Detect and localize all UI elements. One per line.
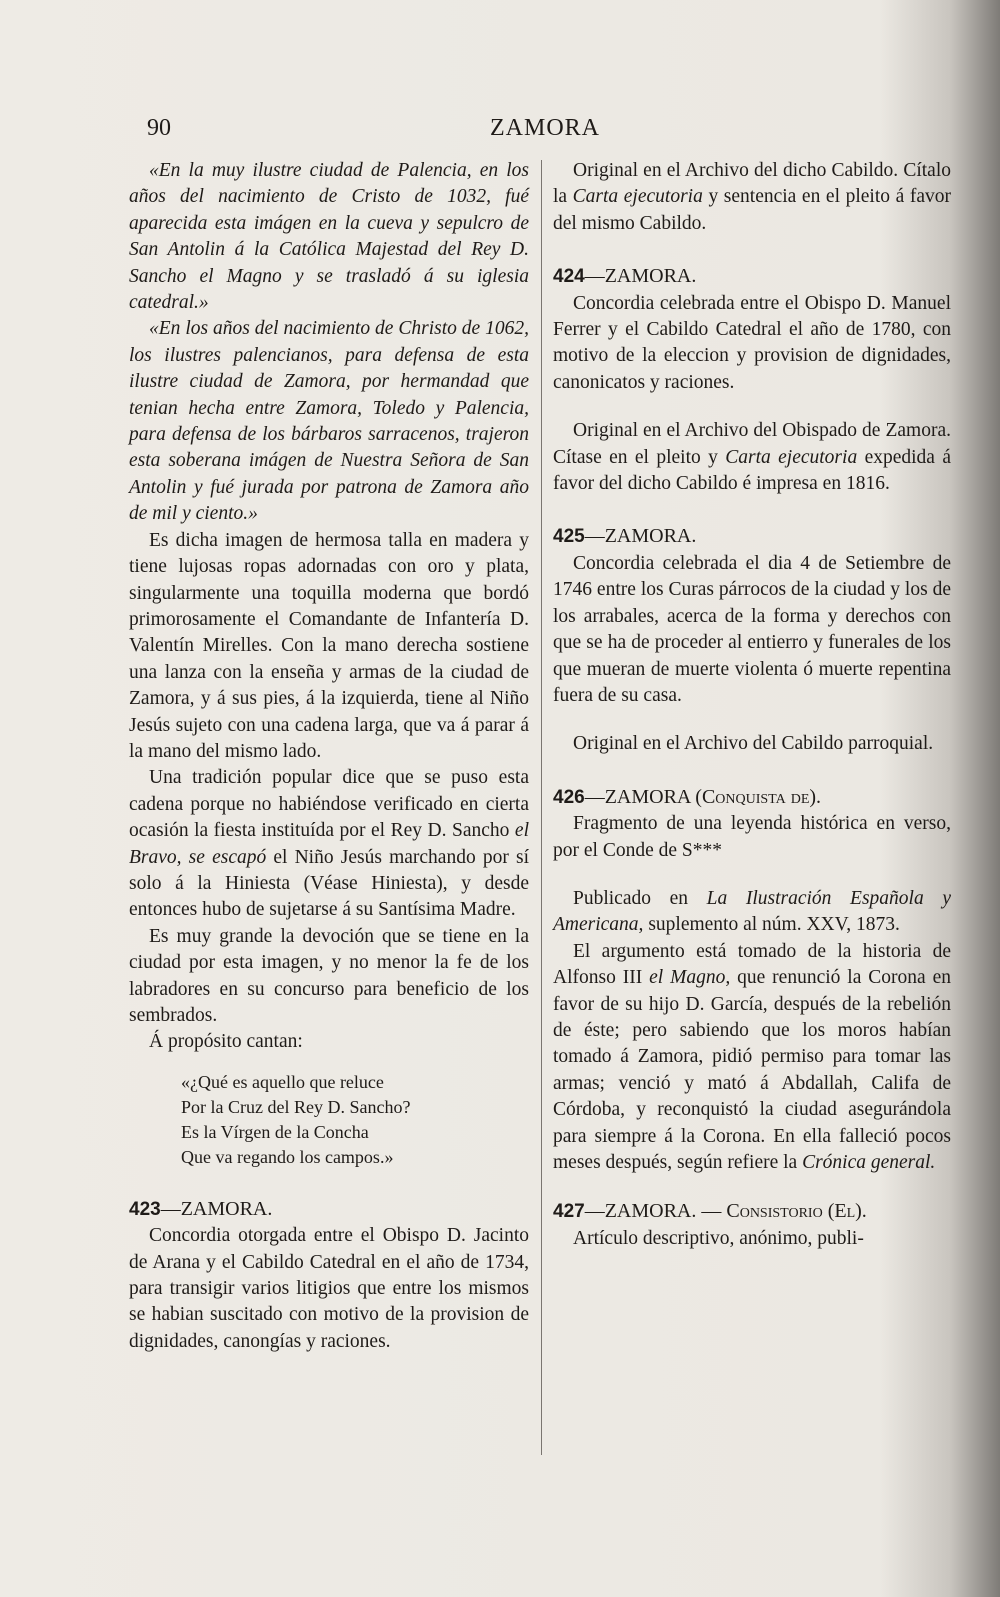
paragraph-devocion: Es muy grande la devoción que se tiene en la ciudad por esta imagen, y no menor la fe de los labradores en su concurso para beneficio de los sembrados. bbox=[129, 925, 529, 1026]
verse-line: Por la Cruz del Rey D. Sancho? bbox=[181, 1096, 411, 1117]
entry-426-publication bbox=[553, 886, 951, 939]
entry-427-heading bbox=[553, 1198, 951, 1225]
entry-number: 427 bbox=[553, 1201, 585, 1223]
pub-text-italic: La Ilustración Española y Americana, bbox=[553, 887, 951, 936]
entry-423-note bbox=[553, 158, 951, 237]
arg-text-a: El argumento está tomado de la historia de Alfonso III bbox=[553, 940, 951, 989]
running-title: ZAMORA bbox=[490, 115, 601, 141]
entry-426-argument bbox=[553, 939, 951, 1177]
paragraph-imagen: Es dicha imagen de hermosa talla en madera y tiene lujosas ropas adornadas con oro y plata, singularmente una toquilla moderna que bordó primorosamente el Comandante de Infantería D. Valentín Mirelles. Con la mano derecha sostiene una lanza con la enseña y armas de la ciudad de Zamora, y á sus pies, á la izquierda, tiene al Niño Jesús sujeto con una cadena larga, que va á parar á la mano del mismo lado. bbox=[129, 529, 529, 762]
tradicion-text-c: el Niño Jesús marchando por sí solo á la Hiniesta (Véase Hiniesta), y desde entonces hubo de sujetarse á su Santísima Madre. bbox=[129, 846, 529, 921]
paragraph-tradicion bbox=[129, 765, 529, 923]
right-column bbox=[553, 158, 951, 1252]
entry-title: —ZAMORA. bbox=[584, 265, 697, 288]
entry-number: 426 bbox=[553, 786, 585, 808]
note-text-b: expedida á favor del dicho Cabildo é impresa en 1816. bbox=[553, 446, 951, 495]
note-text-italic: Carta ejecutoria bbox=[725, 446, 858, 468]
note-text-a: Original en el Archivo del dicho Cabildo. Cítalo la bbox=[553, 160, 951, 208]
quote-christo: «En los años del nacimiento de Christo de 1062, los ilustres palencianos, para defensa de esta ilustre ciudad de Zamora, por hermandad que tenian hecha entre Zamora, Toledo y Palencia, para defensa de los bárbaros sarracenos, trajeron esta soberana imágen de Nuestra Señora de San Antolin y fué jurada por patrona de Zamora año de mil y ciento.» bbox=[129, 318, 529, 525]
entry-title: —ZAMORA. bbox=[584, 525, 697, 548]
left-column bbox=[129, 158, 529, 1355]
entry-427-text: Artículo descriptivo, anónimo, publi- bbox=[573, 1227, 864, 1249]
entry-424-text: Concordia celebrada entre el Obispo D. Manuel Ferrer y el Cabildo Catedral el año de 1780, con motivo de la eleccion y provision de dignidades, canonicatos y raciones. bbox=[553, 292, 951, 393]
pub-text-b: suplemento al núm. XXV, 1873. bbox=[643, 914, 900, 936]
note-text-b: y sentencia en el pleito á favor del mismo Cabildo. bbox=[553, 186, 951, 234]
entry-title: —ZAMORA. — bbox=[584, 1200, 722, 1223]
entry-title: —ZAMORA bbox=[584, 785, 691, 808]
tradicion-text-a: Una tradición popular dice que se puso esta cadena porque no habiéndose verificado en cierta ocasión la fiesta instituída por el Rey D. Sancho bbox=[129, 767, 529, 842]
entry-423-text: Concordia otorgada entre el Obispo D. Jacinto de Arana y el Cabildo Catedral en el año de 1734, para transigir varios litigios que entre los mismos se habian suscitado con motivo de la provision de dignidades, canongías y raciones. bbox=[129, 1225, 529, 1352]
entry-424-heading bbox=[553, 263, 951, 290]
verse-line: «¿Qué es aquello que reluce bbox=[181, 1071, 384, 1092]
note-text-a: Original en el Archivo del Obispado de Zamora. Cítase en el pleito y bbox=[553, 420, 951, 468]
entry-number: 425 bbox=[553, 526, 585, 548]
paragraph-cantan: Á propósito cantan: bbox=[149, 1031, 303, 1053]
entry-number: 424 bbox=[553, 266, 585, 288]
entry-subtitle: Consistorio (El). bbox=[726, 1200, 867, 1223]
entry-424-note bbox=[553, 418, 951, 497]
verse-block bbox=[181, 1070, 529, 1170]
verse-line: Es la Vírgen de la Concha bbox=[181, 1121, 369, 1142]
entry-425-text: Concordia celebrada el dia 4 de Setiembre de 1746 entre los Curas párrocos de la ciudad y los de los arrabales, acerca de la forma y derechos con que se ha de proceder al entierro y funerales de los que mueran de muerte violenta ó muerte repentina fuera de su casa. bbox=[553, 552, 951, 706]
entry-number: 423 bbox=[129, 1198, 161, 1220]
entry-title: —ZAMORA. bbox=[160, 1197, 273, 1220]
page-header bbox=[0, 115, 1000, 155]
tradicion-text-italic: el Bravo, se escapó bbox=[129, 820, 529, 868]
arg-text-italic-2: Crónica general. bbox=[802, 1152, 936, 1173]
entry-426-heading bbox=[553, 784, 951, 811]
pub-text-a: Publicado en bbox=[573, 887, 707, 909]
arg-text-italic: el Magno, bbox=[649, 967, 731, 989]
quote-palencia: «En la muy ilustre ciudad de Palencia, en los años del nacimiento de Cristo de 1032, fué aparecida esta imágen en la cueva y sepulcro de San Antolin á la Católica Majestad del Rey D. Sancho el Magno y se trasladó á su iglesia catedral.» bbox=[129, 160, 529, 314]
entry-subtitle: (Conquista de). bbox=[695, 785, 822, 808]
entry-425-note: Original en el Archivo del Cabildo parroquial. bbox=[573, 733, 934, 755]
entry-425-heading bbox=[553, 523, 951, 550]
entry-426-text: Fragmento de una leyenda histórica en verso, por el Conde de S*** bbox=[553, 813, 951, 861]
column-divider bbox=[541, 160, 542, 1455]
page-number: 90 bbox=[147, 115, 171, 141]
verse-line: Que va regando los campos.» bbox=[181, 1146, 394, 1167]
entry-423-heading bbox=[129, 1196, 529, 1223]
arg-text-b: que renunció la Corona en favor de su hijo D. García, después de la rebelión de éste; pero sabiendo que los moros habían tomado á Zamora, pidió permiso para tomar las armas; venció y mató á Abdallah, Califa de Córdoba, y reconquistó la ciudad asegurándola para siempre á la Corona. En ella falleció pocos meses después, según refiere la bbox=[553, 967, 951, 1173]
note-text-italic: Carta ejecutoria bbox=[572, 186, 703, 208]
